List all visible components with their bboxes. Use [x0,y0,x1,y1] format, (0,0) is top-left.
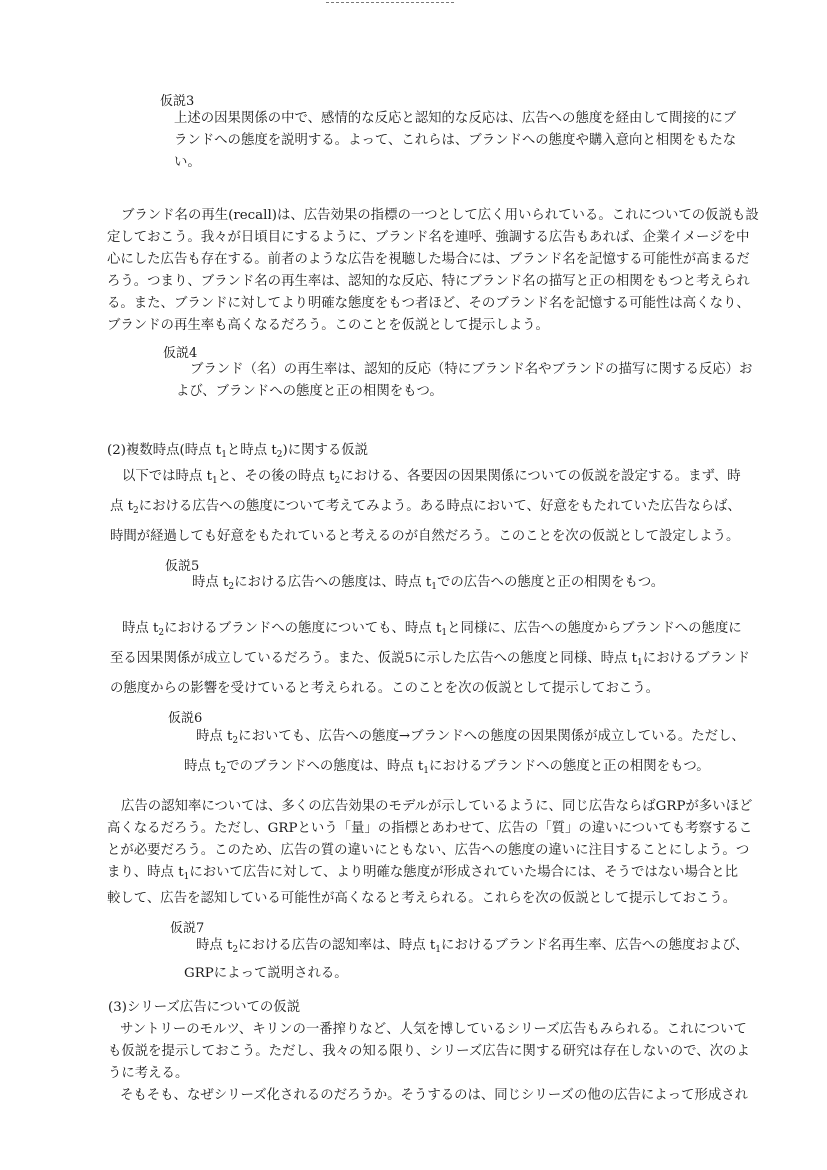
text-line: そもそも、なぜシリーズ化されるのだろうか。そうするのは、同じシリーズの他の広告によって形成され [120,1088,749,1103]
top-scan-mark [326,2,454,4]
text-line: まり、時点 $t_1$において広告に対して、より明確な態度が形成されていた場合には、そうではない場合と比 [107,865,739,882]
hypothesis-5-label: 仮説5 [165,559,200,574]
text-line: の態度からの影響を受けていると考えられる。このことを次の仮説として提示しておこう。 [110,681,660,696]
text-line: る。また、ブランドに対してより明確な態度をもつ者ほど、そのブランド名を記憶する可能性は高くなり、 [107,296,750,311]
section-3 [108,997,750,1107]
text-line: ブランド名の再生(recall)は、広告効果の指標の一つとして広く用いられている。これについての仮説も設 [121,208,759,223]
text-line: ブランド（名）の再生率は、認知的反応（特にブランド名やブランドの描写に関する反応）お [190,362,753,377]
text-line: 時点 $t_2$における広告の認知率は、時点 $t_1$におけるブランド名再生率、広告への態度および、 [196,938,749,955]
hypothesis-3-label: 仮説3 [160,94,195,109]
hypothesis-3-text [174,108,736,174]
text-line: 定しておこう。我々が日頃目にするように、ブランド名を連呼、強調する広告もあれば、企業イメージを中 [107,230,750,245]
hypothesis-6-label: 仮説6 [168,711,203,726]
hypothesis-4-text [176,359,752,403]
text-line: 心にした広告も存在する。前者のような広告を視聴した場合には、ブランド名を記憶する可能性が高まるだ [107,252,750,267]
hypothesis-7-text [184,934,748,986]
text-line: 高くなるだろう。ただし、GRPという「量」の指標とあわせて、広告の「質」の違いについても考察するこ [107,821,753,836]
text-line: サントリーのモルツ、キリンの一番搾りなど、人気を博しているシリーズ広告もみられる。これについて [120,1022,747,1037]
paragraph-brand-recall [107,205,759,337]
text-line: GRPによって説明される。 [184,966,348,981]
text-line: 時点 $t_2$におけるブランドへの態度についても、時点 $t_1$と同様に、広告への態度からブランドへの態度に [122,621,742,638]
text-line: ブランドの再生率も高くなるだろう。このことを仮説として提示しよう。 [107,318,549,333]
text-line: も仮説を提示しておこう。ただし、我々の知る限り、シリーズ広告に関する研究は存在しないので、次のよ [108,1044,750,1059]
paragraph-ad-awareness [107,796,752,910]
text-line: 時点 $t_2$における広告への態度は、時点 $t_1$での広告への態度と正の相関をもつ。 [192,575,665,592]
paragraph-brand-attitude [110,616,750,702]
section-3-heading: (3)シリーズ広告についての仮説 [108,1000,301,1015]
text-line: 時点 $t_2$でのブランドへの態度は、時点 $t_1$におけるブランドへの態度と正の相関をもつ。 [184,759,710,776]
text-line: 較して、広告を認知している可能性が高くなると考えられる。これらを次の仮説として提示しておこう。 [107,891,737,906]
hypothesis-4-label: 仮説4 [163,346,198,361]
text-line: うに考える。 [108,1066,189,1081]
text-line: ろう。つまり、ブランド名の再生率は、認知的な反応、特にブランド名の描写と正の相関をもつと考えられ [107,274,750,289]
text-line: とが必要だろう。このため、広告の質の違いにともない、広告への態度の違いに注目することにしよう。つ [107,843,750,858]
text-line: 時間が経過しても好意をもたれていると考えるのが自然だろう。このことを次の仮説として設定しよう。 [110,529,740,544]
text-line: 広告の認知率については、多くの広告効果のモデルが示しているように、同じ広告ならばGRPが多いほど [121,799,753,814]
hypothesis-7-label: 仮説7 [170,921,205,936]
text-line: い。 [174,155,201,170]
text-line: ランドへの態度を説明する。よって、これらは、ブランドへの態度や購入意向と相関をもたな [174,133,737,148]
hypothesis-5-text [192,572,664,598]
text-line: 時点 $t_2$においても、広告への態度→ブランドへの態度の因果関係が成立している。ただし、 [196,729,745,746]
text-line: 点 $t_2$における広告への態度について考えてみよう。ある時点において、好意をもたれていた広告ならば、 [110,499,741,516]
text-line: 至る因果関係が成立しているだろう。また、仮説5に示した広告への態度と同様、時点 $t_1$におけるブランド [110,651,750,668]
text-line: 以下では時点 $t_1$と、その後の時点 $t_2$における、各要因の因果関係についての仮説を設定する。まず、時 [122,469,741,486]
text-line: 上述の因果関係の中で、感情的な反応と認知的な反応は、広告への態度を経由して間接的にブ [174,111,737,126]
section-2-heading: (2)複数時点(時点 $t_1$と時点 $t_2$)に関する仮説 [107,443,369,460]
paragraph-multi-timepoint [110,464,741,550]
text-line: よび、ブランドへの態度と正の相関をもつ。 [176,384,443,399]
hypothesis-6-text [184,724,745,784]
